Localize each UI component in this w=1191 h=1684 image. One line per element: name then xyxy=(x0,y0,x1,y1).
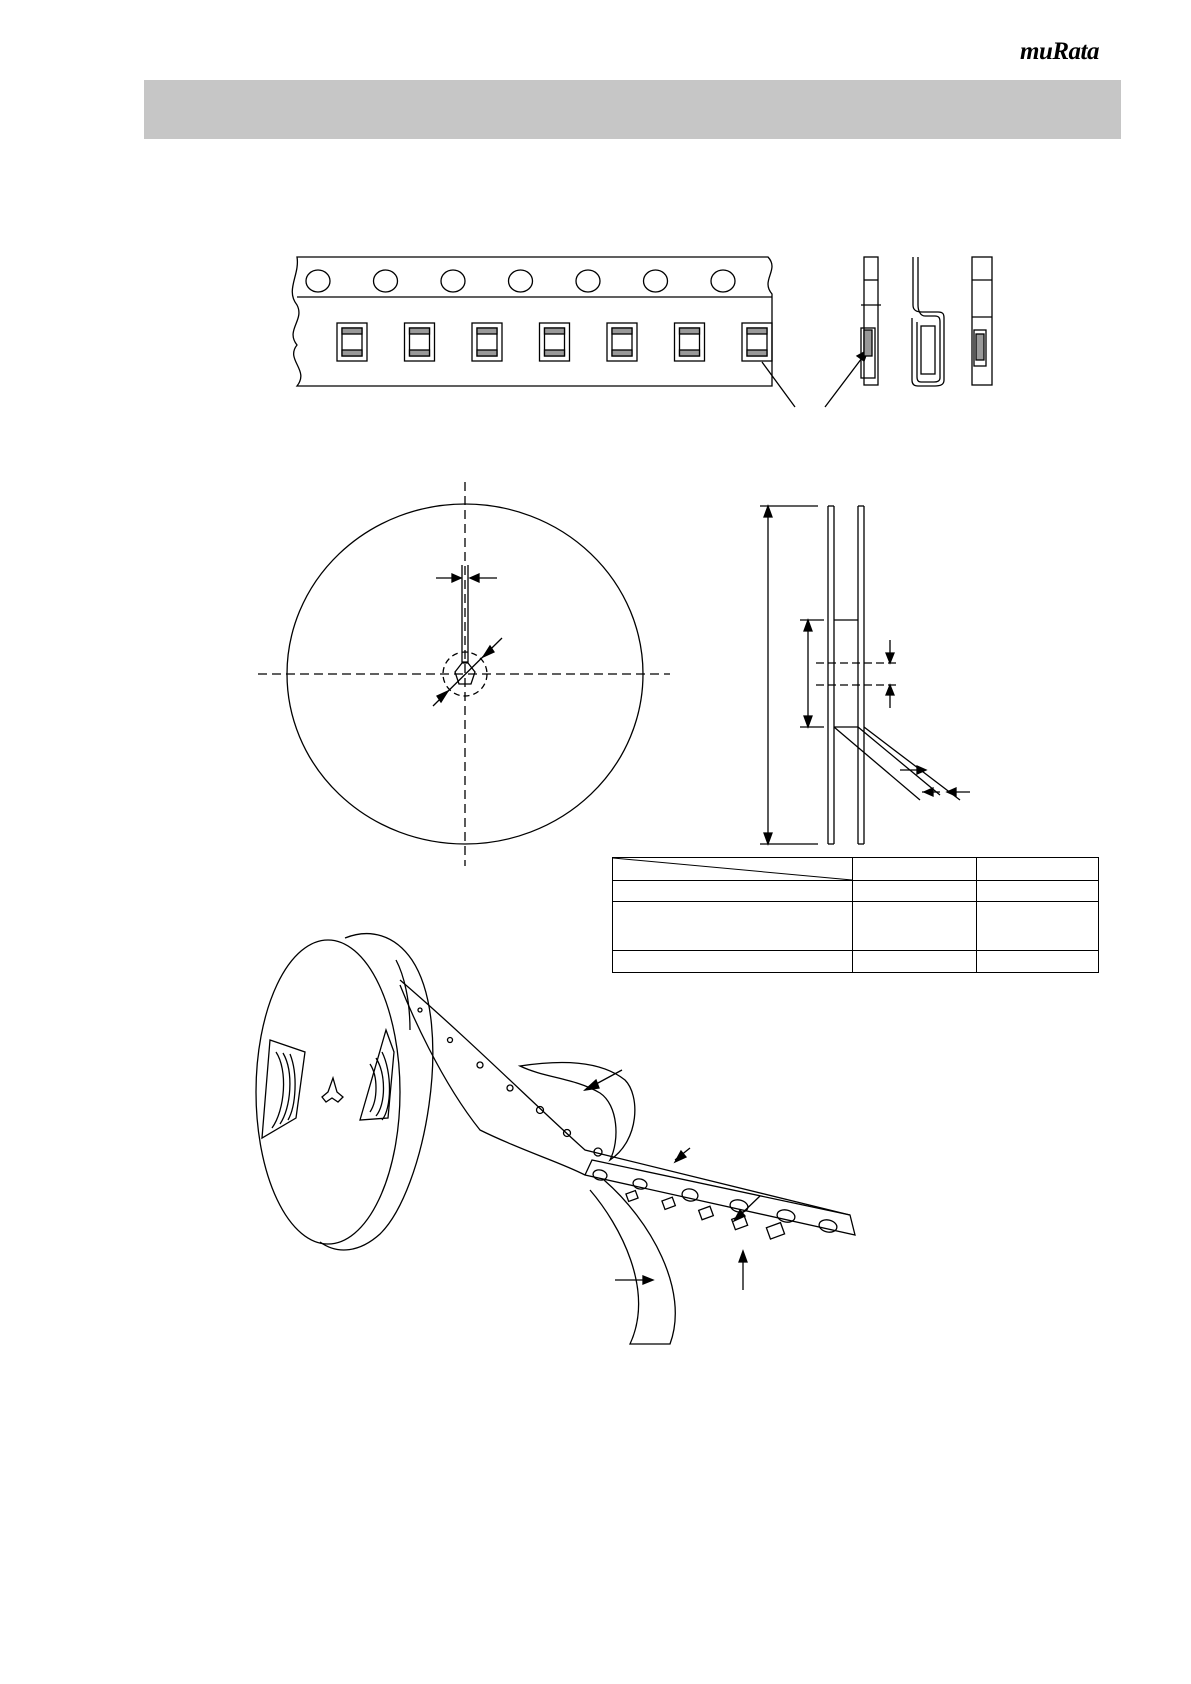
reel-dimension-table xyxy=(612,857,1099,973)
component-pocket xyxy=(540,323,570,361)
hub-key-3d xyxy=(322,1078,343,1102)
header-diagonal xyxy=(613,858,853,881)
pocket-section-view xyxy=(912,257,944,386)
sprocket-hole xyxy=(644,270,668,292)
sprocket-hole xyxy=(374,270,398,292)
leader-line xyxy=(762,362,795,407)
tape-side-view-2 xyxy=(972,257,992,385)
murata-logo: muRata xyxy=(1020,38,1099,65)
component-pocket xyxy=(405,323,435,361)
sprocket-hole xyxy=(509,270,533,292)
sprocket-hole xyxy=(306,270,330,292)
bottom-tape xyxy=(590,1180,675,1344)
reel-side-view xyxy=(760,506,970,844)
carrier-tape-figure xyxy=(292,257,992,407)
tape-side-view xyxy=(861,257,881,385)
component-pockets xyxy=(337,323,772,361)
component-pocket xyxy=(675,323,705,361)
sprocket-hole xyxy=(441,270,465,292)
reel-perspective-view xyxy=(256,934,855,1344)
reel-front-view xyxy=(258,482,670,866)
sprocket-holes xyxy=(306,270,735,292)
sprocket-hole xyxy=(576,270,600,292)
component-pocket xyxy=(742,323,772,361)
component-pocket xyxy=(472,323,502,361)
component-pocket xyxy=(337,323,367,361)
component-pocket xyxy=(607,323,637,361)
sprocket-hole xyxy=(711,270,735,292)
